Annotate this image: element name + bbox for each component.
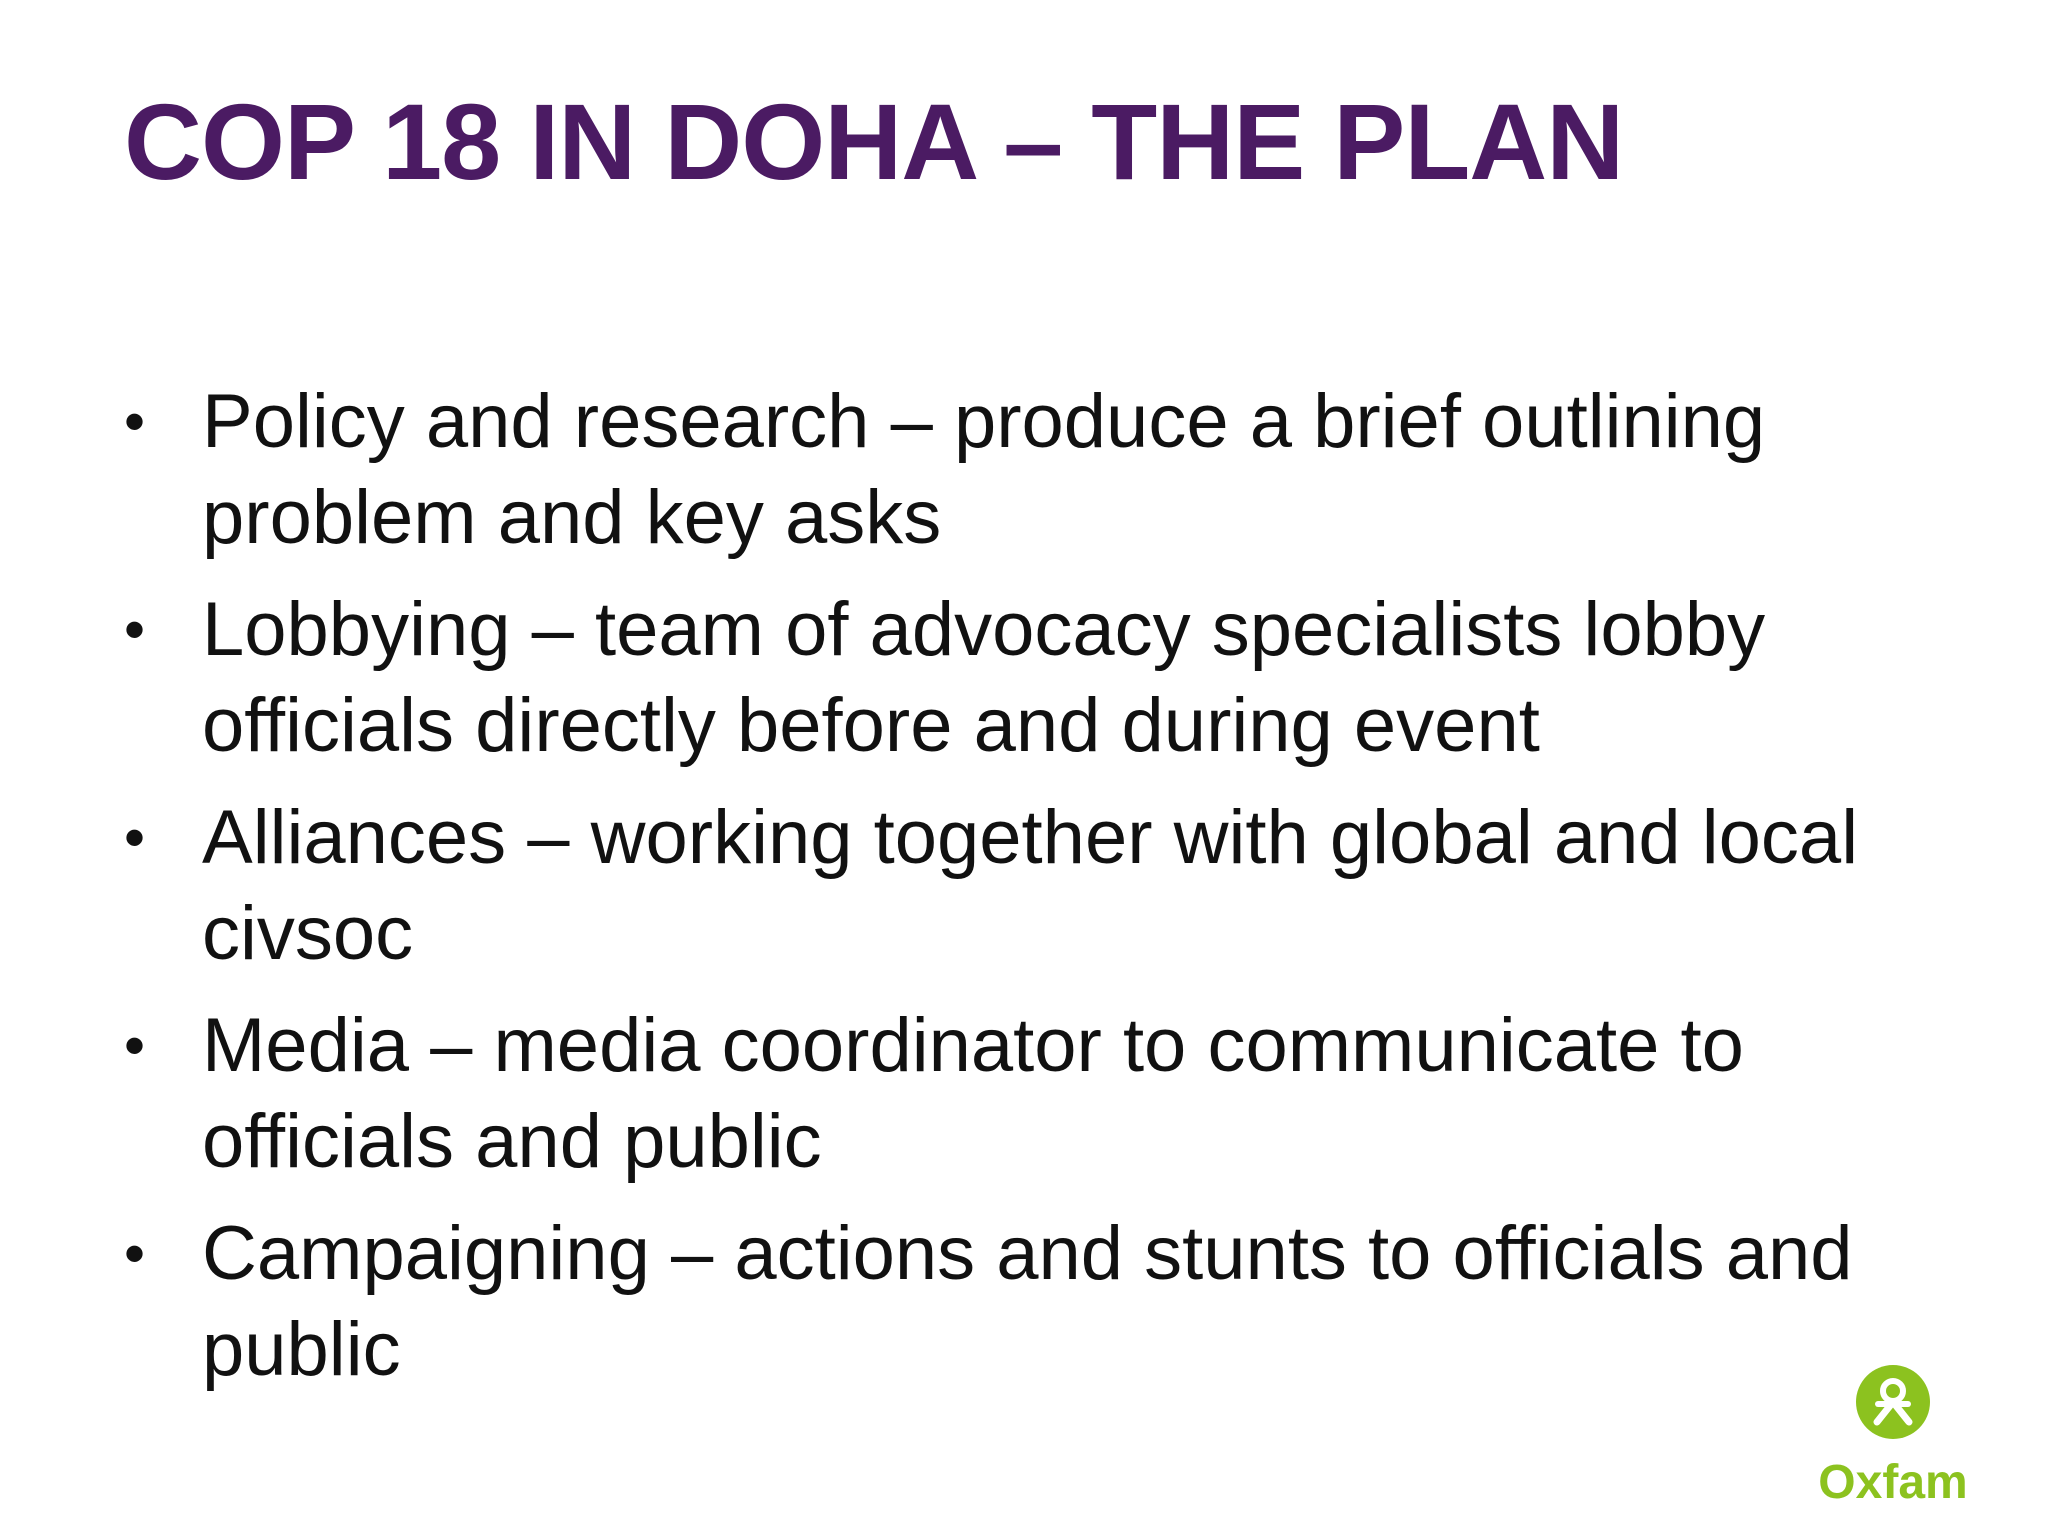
- bullet-item: [124, 1206, 1944, 1398]
- bullet-dot: •: [124, 1220, 146, 1287]
- bullet-item: [124, 998, 1944, 1190]
- bullet-item: [124, 582, 1944, 774]
- bullet-dot: •: [124, 596, 146, 663]
- bullet-text: Media – media coordinator to communicate to officials and public: [202, 1003, 1744, 1184]
- bullet-dot: •: [124, 388, 146, 455]
- oxfam-logo-icon: [1855, 1364, 1931, 1450]
- bullet-text: Campaigning – actions and stunts to officials and public: [202, 1211, 1853, 1392]
- bullet-item: [124, 790, 1944, 982]
- bullet-item: [124, 374, 1944, 566]
- slide-title: COP 18 IN DOHA – THE PLAN: [124, 81, 1624, 202]
- bullet-dot: •: [124, 804, 146, 871]
- bullet-dot: •: [124, 1012, 146, 1079]
- bullet-list: [124, 374, 1944, 1414]
- bullet-text: Alliances – working together with global and local civsoc: [202, 795, 1859, 976]
- bullet-text: Policy and research – produce a brief outlining problem and key asks: [202, 379, 1766, 560]
- oxfam-logo-text: Oxfam: [1818, 1456, 1968, 1509]
- bullet-text: Lobbying – team of advocacy specialists lobby officials directly before and during event: [202, 587, 1766, 768]
- oxfam-logo: [1808, 1360, 1978, 1510]
